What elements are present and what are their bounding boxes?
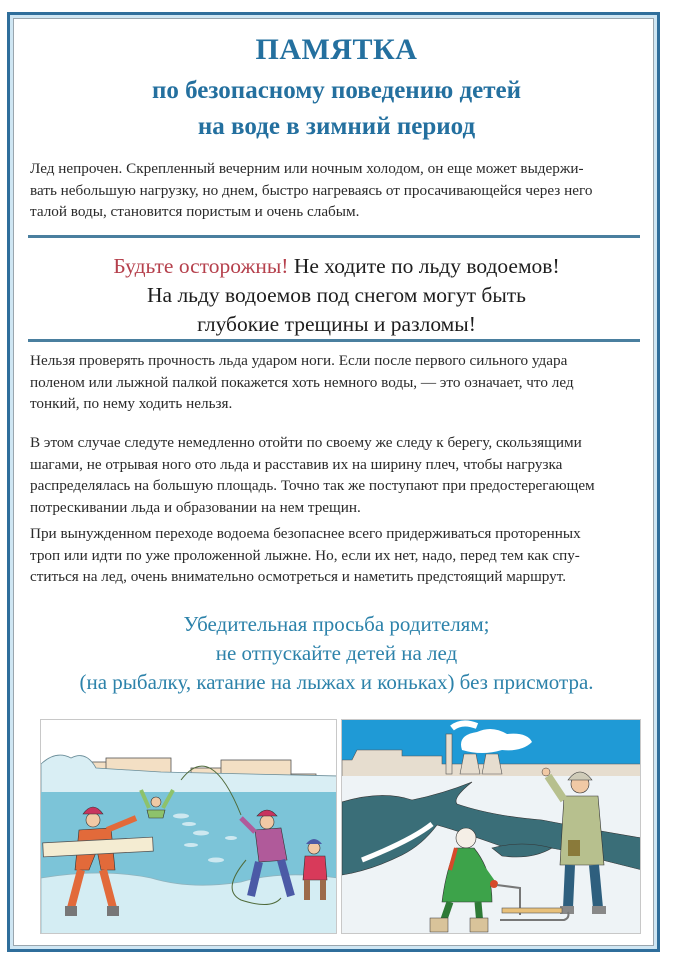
divider-bottom	[28, 339, 640, 342]
page-title: ПАМЯТКА	[255, 33, 418, 66]
paragraph-crossing	[30, 523, 645, 588]
paragraph-retreat	[30, 432, 645, 518]
text-line: поленом или лыжной палкой покажется хоть немного воды, — это означает, что лед	[30, 373, 574, 391]
text-line: Лед непрочен. Скрепленный вечерним или ночным холодом, он еще может выдержи-	[30, 160, 584, 177]
paragraph-ice-check	[30, 350, 645, 415]
warning-line1	[0, 252, 673, 281]
text-line: троп или идти по уже проложенной лыжне. Но, если их нет, надо, перед тем как спу-	[30, 546, 580, 564]
text-line: При вынужденном переходе водоема безопаснее всего придерживаться проторенных	[30, 525, 581, 542]
warning-line1-text: Не ходите по льду водоемов!	[288, 254, 560, 278]
text-line: шагами, не отрывая ного ото льда и расставив их на ширину плеч, чтобы нагрузка	[30, 455, 563, 473]
warning-line3: глубокие трещины и разломы!	[197, 312, 476, 336]
warning-highlight: Будьте осторожны!	[113, 254, 289, 278]
appeal-line2: не отпускайте детей на лед	[215, 641, 458, 665]
text-line: ститься на лед, очень внимательно осмотреться и наметить предстоящий маршрут.	[30, 568, 567, 585]
text-line: талой воды, становится пористым и очень слабым.	[30, 203, 360, 220]
divider-top	[28, 235, 640, 238]
ice-rescue-illustration	[40, 719, 337, 934]
text-line: тонкий, по нему ходить нельзя.	[30, 395, 233, 412]
page-subtitle-line2: на воде в зимний период	[197, 113, 476, 140]
text-line: потрескивании льда и образовании на нем трещин.	[30, 498, 361, 516]
text-line: вать небольшую нагрузку, но днем, быстро нагреваясь от просачивающейся через него	[30, 181, 593, 199]
adult-warning-child-illustration	[341, 719, 641, 934]
intro-paragraph	[30, 158, 645, 223]
text-line: распределялась на большую площадь. Точно так же поступают при предостерегающем	[30, 477, 595, 494]
warning-line2: На льду водоемов под снегом могут быть	[147, 283, 526, 307]
warning-block	[0, 252, 673, 339]
appeal-line1: Убедительная просьба родителям;	[183, 612, 490, 636]
appeal-line3: (на рыбалку, катание на лыжах и коньках) без присмотра.	[79, 670, 594, 694]
parents-appeal	[0, 610, 673, 697]
text-line: В этом случае следуте немедленно отойти по своему же следу к берегу, скользящими	[30, 434, 582, 451]
page-subtitle-line1: по безопасному поведению детей	[151, 77, 521, 104]
text-line: Нельзя проверять прочность льда ударом ноги. Если после первого сильного удара	[30, 352, 568, 369]
